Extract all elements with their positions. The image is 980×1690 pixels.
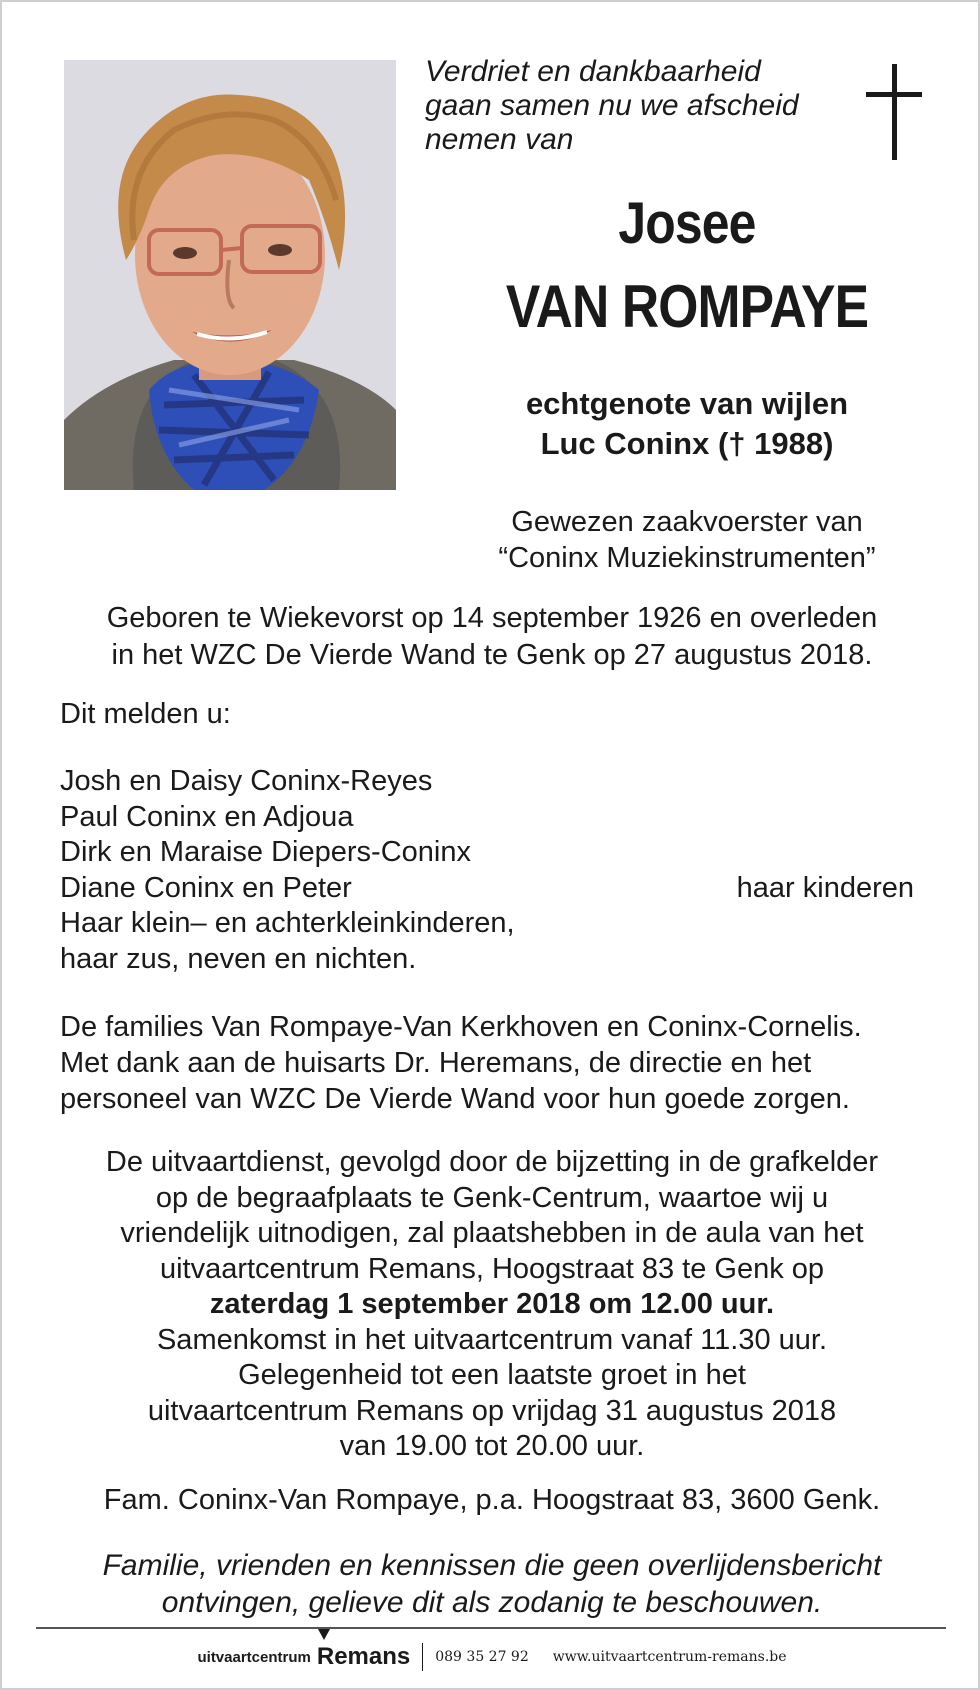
family-row [60, 835, 920, 871]
family-row [60, 800, 920, 836]
closing-line: Familie, vrienden en kennissen die geen overlijdensbericht [102, 1549, 882, 1582]
announcement: Dit melden u: [60, 698, 231, 730]
portrait-illustration [64, 60, 396, 490]
footer-website: www.uitvaartcentrum-remans.be [552, 1649, 787, 1665]
thanks-line: personeel van WZC De Vierde Wand voor hun goede zorgen. [60, 1083, 850, 1115]
quote-line: Verdriet en dankbaarheid [425, 55, 761, 88]
spouse-line: Luc Coninx († 1988) [540, 426, 834, 461]
thanks-paragraph [60, 1009, 940, 1117]
closing-note [22, 1547, 962, 1621]
profession-line: “Coninx Muziekinstrumenten” [498, 542, 876, 574]
service-details [22, 1145, 962, 1465]
first-name: Josee [618, 191, 756, 256]
birth-death-info [22, 600, 962, 674]
funeral-home-footer [2, 1639, 980, 1675]
family-row [60, 942, 920, 978]
brand-name: Remans [316, 1643, 411, 1670]
family-row [60, 764, 920, 800]
profession-line: Gewezen zaakvoerster van [511, 506, 863, 538]
service-line: op de begraafplaats te Genk-Centrum, waartoe wij u [155, 1181, 829, 1214]
service-line: Gelegenheid tot een laatste groet in het [238, 1359, 746, 1391]
family-name: Haar klein– en achterkleinkinderen, [60, 907, 515, 939]
quote-line: gaan samen nu we afscheid [425, 89, 799, 122]
closing-line: ontvingen, gelieve dit als zodanig te beschouwen. [161, 1586, 823, 1619]
family-list [60, 764, 920, 977]
birth-line: Geboren te Wiekevorst op 14 september 1926 en overleden [106, 602, 878, 634]
family-name: Josh en Daisy Coninx-Reyes [60, 765, 433, 797]
family-contact-address: Fam. Coninx-Van Rompaye, p.a. Hoogstraat 83, 3600 Genk. [103, 1484, 881, 1516]
family-row [60, 906, 920, 942]
service-line: De uitvaartdienst, gevolgd door de bijzetting in de grafkelder [105, 1146, 879, 1178]
death-line: in het WZC De Vierde Wand te Genk op 27 augustus 2018. [111, 639, 873, 671]
service-line: van 19.00 tot 20.00 uur. [339, 1430, 645, 1462]
family-name: Dirk en Maraise Diepers-Coninx [60, 836, 471, 868]
service-line: uitvaartcentrum Remans op vrijdag 31 augustus 2018 [147, 1394, 837, 1427]
thanks-line: De families Van Rompaye-Van Kerkhoven en Coninx-Cornelis. [60, 1011, 862, 1043]
spouse-line: echtgenote van wijlen [525, 386, 849, 421]
family-name: haar zus, neven en nichten. [60, 942, 417, 975]
quote-line: nemen van [425, 123, 574, 156]
spouse-info [442, 384, 932, 464]
brand-prefix: uitvaartcentrum [197, 1648, 311, 1666]
portrait-photo [64, 60, 396, 490]
profession-info [442, 504, 932, 576]
opening-quote [425, 55, 845, 157]
family-name: Paul Coninx en Adjoua [60, 800, 354, 833]
last-name: VAN ROMPAYE [505, 273, 869, 340]
family-role: haar kinderen [736, 871, 914, 904]
service-line: vriendelijk uitnodigen, zal plaatshebben in de aula van het [120, 1217, 864, 1249]
thanks-line: Met dank aan de huisarts Dr. Heremans, de directie en het [60, 1047, 812, 1079]
footer-separator [422, 1643, 423, 1671]
service-line: Samenkomst in het uitvaartcentrum vanaf 11.30 uur. [156, 1323, 828, 1356]
service-date: zaterdag 1 september 2018 om 12.00 uur. [209, 1288, 775, 1320]
service-line: uitvaartcentrum Remans, Hoogstraat 83 te Genk op [159, 1252, 825, 1285]
footer-phone: 089 35 27 92 [435, 1649, 529, 1665]
footer-divider [36, 1627, 946, 1629]
family-name: Diane Coninx en Peter [60, 871, 352, 904]
cross-icon [866, 64, 922, 160]
family-row [60, 871, 920, 907]
